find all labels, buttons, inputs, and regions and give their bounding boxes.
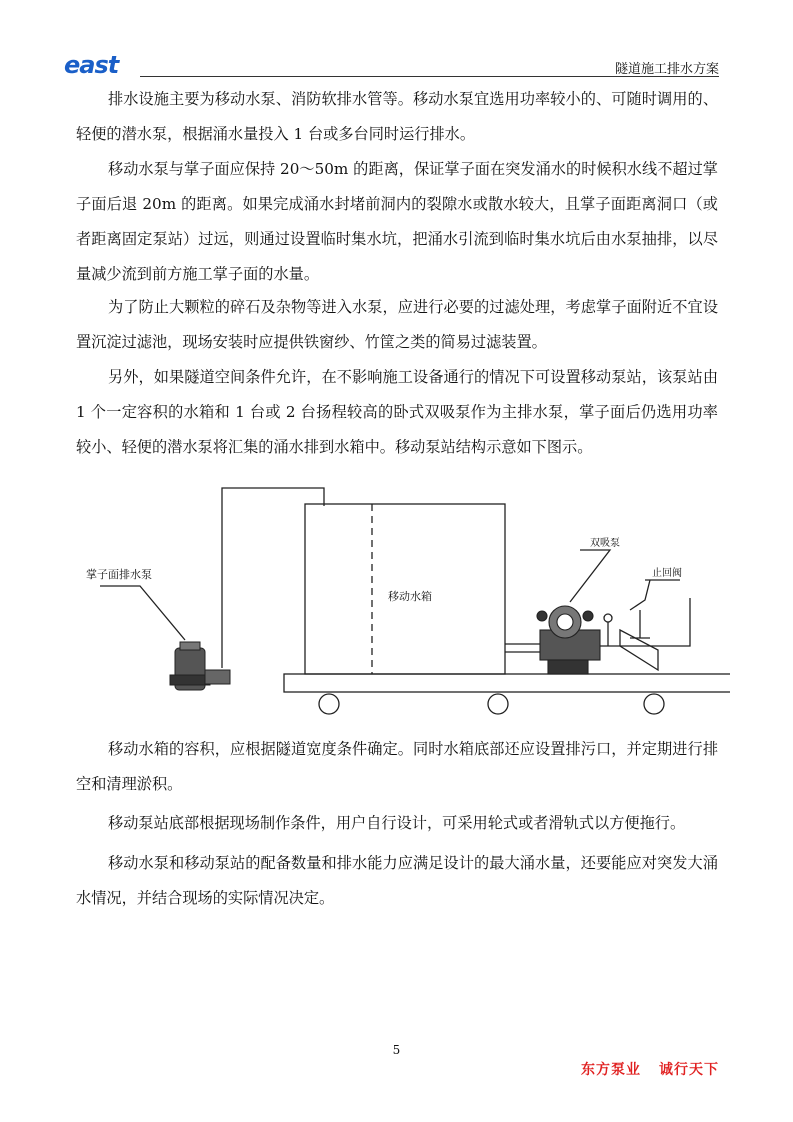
submersible-pump <box>170 642 230 690</box>
page-number: 5 <box>392 1043 401 1057</box>
label-submersible-pump: 掌子面排水泵 <box>86 568 152 581</box>
paragraph-filtering: 为了防止大颗粒的碎石及杂物等进入水泵，应进行必要的过滤处理，考虑掌子面附近不宜设置沉淀过滤池，现场安装时应提供铁窗纱、竹筐之类的简易过滤装置。 <box>76 298 718 351</box>
check-valve <box>620 630 658 670</box>
slogan-left: 东方泵业 <box>581 1062 641 1078</box>
paragraph-pump-distance: 移动水泵与掌子面应保持 20～50m 的距离，保证掌子面在突发涌水的时候积水线不超过掌子面后退 20m 的距离。如果完成涌水封堵前洞内的裂隙水或散水较大，且掌子面距离洞口（或者距离固定泵站）过远，则通过设置临时集水坑，把涌水引流到临时集水坑后由水泵抽排，以尽量减少流到前方施工掌子面的水量。 <box>76 160 718 283</box>
leader-submersible <box>100 586 185 640</box>
header-divider <box>140 76 719 77</box>
paragraph-mobile-station: 另外，如果隧道空间条件允许，在不影响施工设备通行的情况下可设置移动泵站，该泵站由 1 个一定容积的水箱和 1 台或 2 台扬程较高的卧式双吸泵作为主排水泵，掌子面后仍选用功率较小、轻便的潜水泵将汇集的涌水排到水箱中。移动泵站结构示意如下图示。 <box>76 368 718 456</box>
leader-valve <box>630 580 650 610</box>
riser-pipe <box>670 598 690 646</box>
wheel-middle <box>488 694 508 714</box>
paragraph-tank-volume: 移动水箱的容积，应根据隧道宽度条件确定。同时水箱底部还应设置排污口，并定期进行排空和清理淤积。 <box>76 740 718 793</box>
mobile-pump-station-diagram <box>70 470 730 725</box>
footer-slogan <box>581 1059 719 1079</box>
wheel-left <box>319 694 339 714</box>
paragraph-quantity: 移动水泵和移动泵站的配备数量和排水能力应满足设计的最大涌水量，还要能应对突发大涌水情况，并结合现场的实际情况决定。 <box>76 854 718 907</box>
leader-pump <box>570 550 610 602</box>
paragraph-drainage-facilities: 排水设施主要为移动水泵、消防软排水管等。移动水泵宜选用功率较小的、可随时调用的、轻便的潜水泵，根据涌水量投入 1 台或多台同时运行排水。 <box>76 90 718 143</box>
trolley-base <box>284 674 730 692</box>
slogan-right: 诚行天下 <box>659 1062 719 1078</box>
discharge-hose <box>222 488 324 668</box>
water-tank <box>305 504 505 674</box>
label-double-suction-pump: 双吸泵 <box>590 538 620 549</box>
label-water-tank: 移动水箱 <box>388 590 432 603</box>
header-title: 隧道施工排水方案 <box>614 62 719 77</box>
wheel-right <box>644 694 664 714</box>
east-logo <box>64 52 142 78</box>
label-check-valve: 止回阀 <box>652 568 682 579</box>
double-suction-pump <box>537 606 600 674</box>
logo-text: east <box>64 52 119 78</box>
paragraph-station-base: 移动泵站底部根据现场制作条件，用户自行设计，可采用轮式或者滑轨式以方便拖行。 <box>108 814 686 832</box>
